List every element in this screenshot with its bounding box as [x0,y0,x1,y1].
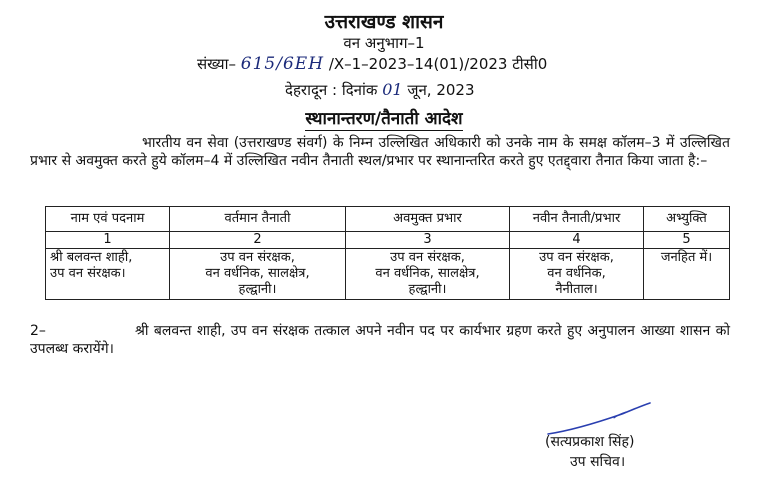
header-relieved-charge: अवमुक्त प्रभार [346,207,510,232]
table-row [46,249,730,300]
column-number: 1 [46,232,170,249]
current-posting-line: वन वर्धनिक, सालक्षेत्र, [205,266,310,281]
signatory-name: (सत्यप्रकाश सिंह) [545,434,635,450]
reference-number [197,54,547,74]
header-remarks: अभ्युक्ति [644,207,730,232]
paragraph-2-number: 2– [30,323,46,339]
paragraph-2-text: श्री बलवन्त शाही, उप वन संरक्षक तत्काल अपने नवीन पद पर कार्यभार ग्रहण करते हुए अनुपालन आख्या शासन को उपलब्ध करायेंगे। [30,323,730,357]
officer-designation: उप वन संरक्षक। [50,266,126,281]
cell-current-posting [170,249,346,300]
order-title [0,106,768,129]
relieved-charge-line: वन वर्धनिक, सालक्षेत्र, [375,266,480,281]
column-number: 5 [644,232,730,249]
table-column-number-row [46,232,730,249]
table-header-row [46,207,730,232]
department-heading: वन अनुभाग–1 [343,34,425,52]
relieved-charge-line: उप वन संरक्षक, [390,250,465,265]
reference-code: /X–1–2023–14(01)/2023 टीसी0 [328,55,548,73]
header-current-posting: वर्तमान तैनाती [170,207,346,232]
signatory-designation: उप सचिव। [570,454,626,470]
officer-name: श्री बलवन्त शाही, [50,250,133,265]
column-number: 4 [510,232,644,249]
reference-handwritten-number: 615/6EH [240,54,325,74]
transfer-table [45,206,730,300]
relieved-charge-line: हल्द्वानी। [408,282,447,297]
reference-label: संख्या– [197,55,237,73]
new-posting-line: वन वर्धनिक, [547,266,606,281]
column-number: 2 [170,232,346,249]
government-heading: उत्तराखण्ड शासन [324,11,444,33]
paragraph-2 [30,322,730,358]
cell-name [46,249,170,300]
date-handwritten-day: 01 [382,80,403,99]
cell-relieved-charge [346,249,510,300]
current-posting-line: उप वन संरक्षक, [220,250,295,265]
new-posting-line: नैनीताल। [555,282,598,297]
header-new-posting: नवीन तैनाती/प्रभार [510,207,644,232]
cell-remarks: जनहित में। [644,249,730,300]
current-posting-line: हल्द्वानी। [238,282,277,297]
date-prefix: देहरादून : दिनांक [285,81,378,99]
date-line [285,80,475,100]
new-posting-line: उप वन संरक्षक, [539,250,614,265]
header-name: नाम एवं पदनाम [46,207,170,232]
paragraph-1: भारतीय वन सेवा (उत्तराखण्ड संवर्ग) के निम्न उल्लिखित अधिकारी को उनके नाम के समक्ष कॉलम–3 में उल्लिखित प्रभार से अवमुक्त करते हुये कॉलम–4 में उल्लिखित नवीन तैनाती स्थल/प्रभार पर स्थानान्तरित करते हुए एतद्द्वारा तैनात किया जाता है:– [30,135,730,169]
date-suffix: जून, 2023 [407,81,475,99]
column-number: 3 [346,232,510,249]
cell-new-posting [510,249,644,300]
order-title-text: स्थानान्तरण/तैनाती आदेश [305,109,463,129]
